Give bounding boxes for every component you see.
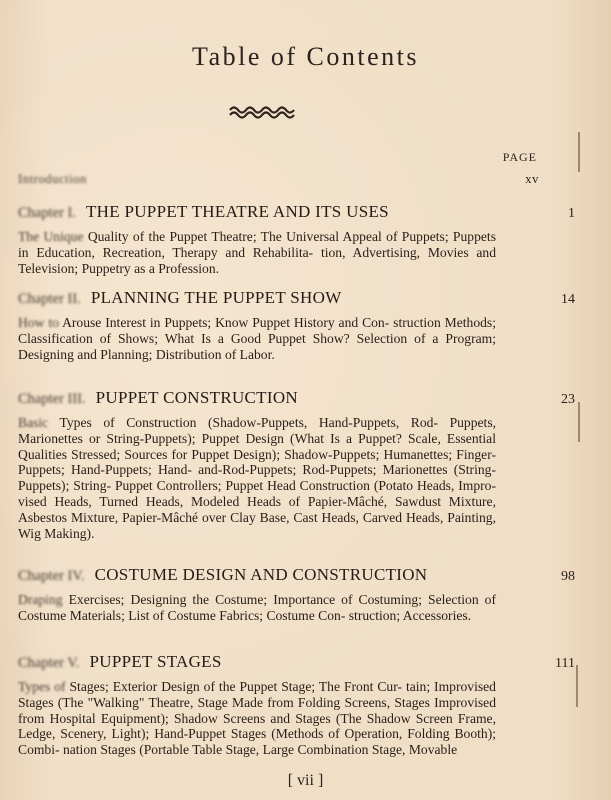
chapter-entry [18, 288, 575, 362]
chapter-title: PUPPET STAGES [89, 652, 222, 671]
description-line: of Labor. [224, 346, 275, 362]
page-folio: [ vii ] [287, 772, 324, 789]
chapter-description [18, 679, 496, 758]
description-line: Screens and Stages (The Shadow Screen Frame, Ledge, Scenery, Light); [18, 710, 496, 742]
description-line: of Puppets; Puppets in Education, Recreation, Therapy and Rehabilita- [18, 229, 496, 260]
margin-mark [578, 402, 580, 442]
chapter-page: 111 [555, 656, 575, 671]
introduction-label: Introduction [18, 172, 87, 186]
chapter-number: Chapter IV. [18, 568, 85, 584]
description-line: struction; Accessories. [348, 607, 472, 623]
description-line: nation Stages (Portable Table Stage, Large Combination Stage, Movable [62, 742, 458, 758]
description-line: Arouse Interest in Puppets; Know Puppet History and Con- [62, 315, 390, 330]
description-line: Mixture, Asbestos Mixture, Papier-Mâché over Clay Base, Cast Heads, [18, 493, 496, 525]
wave-ornament [228, 104, 296, 120]
description-line: Carved Heads, Painting, Wig Making). [18, 509, 496, 541]
description-lead: Basic [18, 415, 49, 430]
margin-mark [578, 132, 580, 172]
description-line: Puppet Controllers; Puppet Head Construction (Potato Heads, Impro- [114, 478, 497, 494]
page-column-header: PAGE [502, 150, 537, 164]
chapter-title: THE PUPPET THEATRE AND ITS USES [85, 202, 389, 221]
chapter-number: Chapter III. [18, 391, 86, 407]
chapter-entry [18, 202, 575, 276]
chapter-entry [18, 565, 575, 624]
description-line: Selection of Costume Materials; List of Costume Fabrics; Costume Con- [18, 592, 496, 623]
description-line: Stages; Exterior Design of the Puppet Stage; The Front Cur- [69, 679, 402, 694]
description-line: Show? Selection of a Program; Designing and Planning; Distribution [18, 330, 496, 362]
description-line: Hand-Puppet Stages (Methods of Operation, Folding Booth); Combi- [18, 726, 496, 758]
chapter-title: PLANNING THE PUPPET SHOW [90, 288, 342, 307]
description-line: Quality of the Puppet Theatre; The Universal Appeal [87, 229, 382, 244]
description-line: Types of Construction (Shadow-Puppets, Hand-Puppets, Rod- [59, 415, 438, 430]
introduction-page: xv [525, 172, 539, 186]
margin-mark [576, 665, 578, 707]
chapter-description [18, 229, 496, 276]
description-lead: The Unique [18, 229, 84, 244]
description-line: struction Methods; Classification of Shows; What Is a Good Puppet [18, 315, 496, 346]
chapter-page: 98 [561, 569, 575, 584]
chapter-page: 1 [568, 206, 575, 221]
description-line: Puppets, Marionettes or String-Puppets); Puppet Design (What Is a [18, 415, 497, 446]
introduction-row [18, 172, 539, 190]
description-lead: Draping [18, 592, 63, 607]
chapter-number: Chapter I. [18, 205, 76, 221]
description-line: and-Rod-Puppets; Rod-Puppets; Marionettes (String-Puppets); String- [18, 462, 496, 494]
chapter-title: COSTUME DESIGN AND CONSTRUCTION [94, 565, 428, 584]
chapter-number: Chapter II. [18, 291, 81, 307]
chapter-title: PUPPET CONSTRUCTION [95, 388, 298, 407]
description-line: tain; Improvised Stages (The "Walking" Theatre, Stage Made from [18, 679, 496, 710]
chapter-description [18, 592, 496, 624]
description-line: Folding Screens, Stages Improvised from Hospital Equipment); Shadow [18, 694, 497, 726]
chapter-description [18, 415, 496, 541]
description-line: Exercises; Designing the Costume; Importance of Costuming; [68, 592, 422, 607]
description-line: Shadow-Puppets; Humanettes; Finger-Puppets; Hand-Puppets; Hand- [18, 446, 496, 478]
description-line: vised Heads, Turned Heads, Modeled Heads of Papier-Mâché, Sawdust [18, 493, 442, 509]
chapter-number: Chapter V. [18, 655, 80, 671]
chapter-entry [18, 652, 575, 758]
description-lead: How to [18, 315, 59, 330]
description-line: Puppet? Scale, Essential Qualities Stressed; Sources for Puppet Design); [18, 430, 496, 462]
chapter-description [18, 315, 496, 362]
chapter-page: 23 [561, 392, 575, 407]
description-lead: Types of [18, 679, 66, 694]
page-title: Table of Contents [192, 42, 419, 71]
chapter-entry [18, 388, 575, 541]
description-line: tion, Advertising, Movies and Television; Puppetry as a Profession. [18, 244, 496, 276]
chapter-page: 14 [561, 292, 575, 307]
